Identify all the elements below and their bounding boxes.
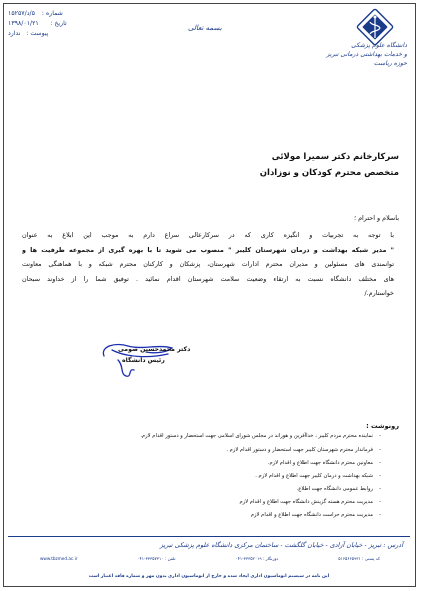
footer-address: آدرس : تبریز - خیابان آزادی - خیابان گلگشت - ساختمان مرکزی دانشگاه علوم پزشکی تبریز bbox=[160, 541, 403, 549]
letter-number-label: شماره : bbox=[41, 10, 63, 17]
letter-attachment bbox=[8, 30, 48, 37]
footer-fax: دورنگار : ۳۳۳۵۲۰۱۹-۰۴۱ bbox=[235, 556, 279, 561]
cc-item: نماینده محترم مردم کلیبر ، خداآفرین و هوراند در مجلس شورای اسلامی جهت استحضار و دستور اقدام لازم. bbox=[140, 433, 373, 439]
university-emblem-icon bbox=[332, 8, 412, 68]
basmala: بسمه تعالی bbox=[188, 24, 222, 32]
letter-number bbox=[8, 10, 63, 17]
body-line: های مختلف دانشگاه نسبت به ارتقاء وضعیت سلامت شهرستان اقدام نمائید . توفیق شما را از خداوند سبحان bbox=[22, 274, 394, 283]
cc-item: معاونین محترم دانشگاه جهت اطلاع و اقدام لازم. bbox=[267, 460, 373, 466]
cc-bullet-icon: - bbox=[379, 486, 381, 492]
body-line: با توجه به تجربیات و انگیزه کاری که در سرکارعالی سراغ دارم به موجب این ابلاغ به عنوان bbox=[22, 231, 394, 239]
cc-item: فرماندار محترم شهرستان کلیبر جهت استحضار و دستور اقدام لازم . bbox=[226, 447, 373, 453]
signatory-name: دکتر محمدحسین صومی bbox=[118, 346, 191, 353]
cc-bullet-icon: - bbox=[379, 512, 381, 518]
footer-contact bbox=[40, 556, 380, 561]
letter-date-label: تاریخ : bbox=[50, 20, 67, 27]
salutation: باسلام و احترام ؛ bbox=[354, 214, 399, 222]
footer-website: www.tbzmed.ac.ir bbox=[40, 556, 78, 561]
footer-validity-note: این نامه در سیستم اتوماسیون اداری ایجاد شده و خارج از اتوماسیون اداری بدون مهر و شماره فاقد اعتبار است bbox=[88, 574, 330, 579]
cc-bullet-icon: - bbox=[379, 460, 381, 466]
org-name-line: و خدمات بهداشتی درمانی تبریز bbox=[326, 51, 407, 58]
cc-bullet-icon: - bbox=[379, 499, 381, 505]
letter-date bbox=[8, 20, 67, 27]
org-name-line: حوزه ریاست bbox=[373, 60, 407, 67]
footer-divider bbox=[8, 536, 410, 537]
org-name-line: دانشگاه علوم پزشکی bbox=[351, 42, 407, 49]
letter-number-value: ۵/د/۱۵۲۵۷ bbox=[8, 10, 35, 17]
recipient-title: متخصص محترم کودکان و نوزادان bbox=[259, 168, 399, 178]
cc-item: مدیریت محترم حراست دانشگاه جهت اطلاع و اقدام لازم bbox=[250, 512, 373, 518]
body-line: خواستارم./ bbox=[364, 289, 394, 297]
recipient-name: سرکارخانم دکتر سمیرا مولائی bbox=[271, 152, 399, 162]
body-line: توانمندی های مسئولین و مدیران محترم ادارات شهرستان، پزشکان و کارکنان محترم شبکه و با هماهنگی معاونت bbox=[22, 260, 394, 268]
cc-bullet-icon: - bbox=[379, 473, 381, 479]
cc-item: مدیریت محترم هسته گزینش دانشگاه جهت اطلاع و اقدام لازم bbox=[239, 499, 373, 505]
signatory-title: رئیس دانشگاه bbox=[122, 357, 165, 364]
footer-phone: تلفن : ۳۳۳۵۷۳۱۰-۰۴۱ bbox=[137, 556, 176, 561]
letter-date-value: ۱۳۹۸/۰۱/۲۱ bbox=[8, 20, 39, 27]
cc-bullet-icon: - bbox=[379, 433, 381, 439]
body-line: " مدیر شبکه بهداشت و درمان شهرستان کلیبر " منصوب می شوید تا با بهره گیری از مجموعه ظرفیت ها و bbox=[22, 245, 394, 254]
cc-item: روابط عمومی دانشگاه جهت اطلاع. bbox=[296, 486, 373, 492]
letter-body bbox=[22, 228, 394, 301]
footer-postal-code: کد پستی : ۵۱۶۵۶۶۵۹۳۱ bbox=[338, 556, 380, 561]
cc-item: شبکه بهداشت و درمان کلیبر جهت اطلاع و اقدام لازم . bbox=[255, 473, 373, 479]
letter-attachment-label: پیوست : bbox=[26, 30, 49, 37]
letter-attachment-value: ندارد bbox=[8, 30, 21, 37]
cc-bullet-icon: - bbox=[379, 447, 381, 453]
cc-heading: رونوشت : bbox=[366, 422, 399, 430]
